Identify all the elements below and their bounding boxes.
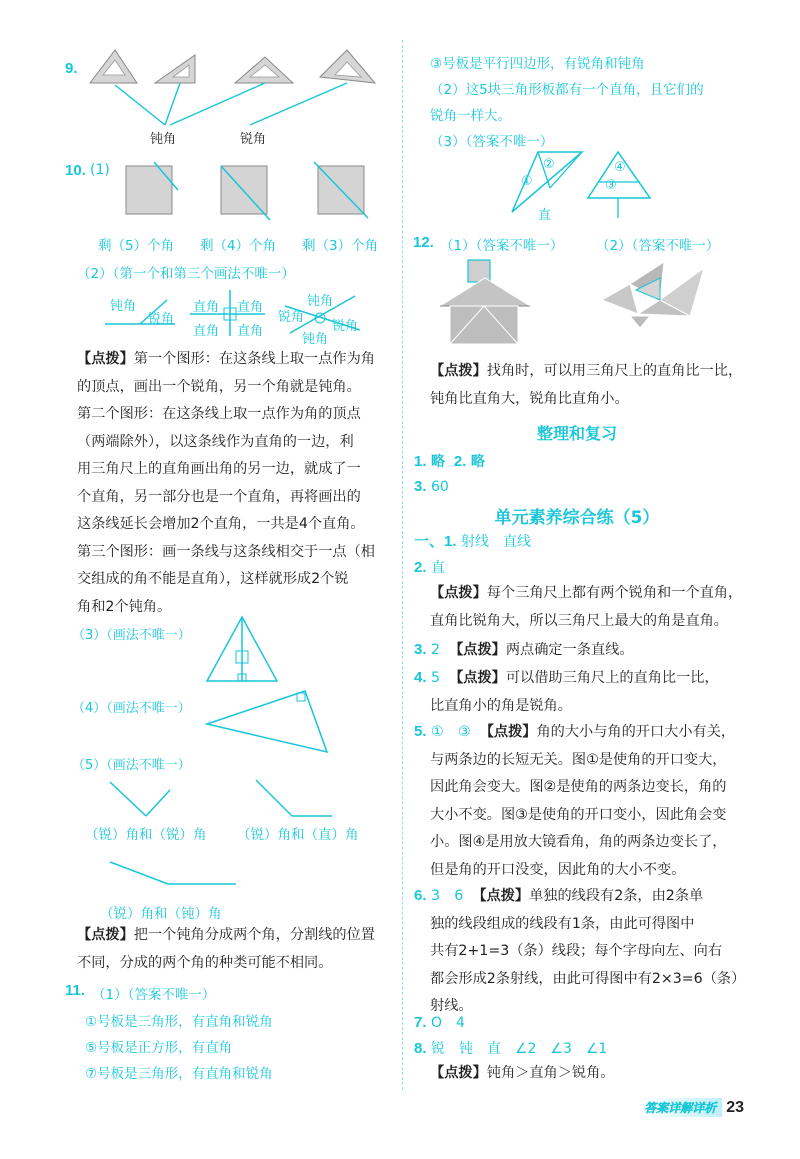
unit-q6-tip-line: 都会形成2条射线，由此可得图中有2×3=6（条） [430, 970, 746, 987]
q12-tip-line: 钝角比直角大，锐角比直角小。 [430, 390, 629, 407]
unit-s1 [414, 530, 531, 551]
review-title: 整理和复习 [536, 424, 617, 443]
q12-number: 12. [413, 234, 434, 251]
review-answer-3: 60 [430, 479, 449, 495]
unit-q5-tip-line: 但是角的开口没变，因此角的大小不变。 [430, 861, 686, 878]
q11-right-angle-label: 直 [538, 208, 552, 223]
angle-label-acute-2: 锐角 [278, 310, 305, 325]
unit-q3-answer: 2 [431, 642, 441, 658]
unit-q5-tip-line: 与两条边的长短无关。图①是使角的开口变大， [430, 751, 727, 768]
unit-q5-tip-line: 角的大小与角的开口大小有关， [536, 724, 736, 740]
q11-part1-label: （1）（答案不唯一） [92, 987, 216, 1003]
unit-q6-tip-label: 【点拨】 [472, 888, 530, 904]
q9-label-acute: 锐角 [240, 132, 267, 147]
unit-q6-tip-line: 共有2+1=3（条）线段；每个字母向左、向右 [430, 943, 723, 959]
q10-squares-figure [118, 160, 388, 220]
q10-tip-line: 用三角尺上的直角画出角的另一边，就成了一 [77, 461, 361, 477]
q11-item-7: ⑦号板是三角形，有直角和锐角 [85, 1066, 273, 1082]
q10-tip-line: 交组成的角不能是直角），这样就形成2个锐 [77, 571, 349, 587]
q10-part3-triangle [205, 615, 280, 685]
q10-part2-label: （2）（第一个和第三个画法不唯一） [77, 266, 295, 282]
q10-remain-2: 剩（4）个角 [200, 238, 277, 254]
unit-q2-answer: 直 [430, 560, 445, 576]
unit-q6-answer: 3 6 [431, 888, 464, 904]
unit-q2 [414, 557, 445, 577]
review-answer-2: 略 [470, 454, 485, 470]
unit-q6 [414, 882, 744, 1021]
unit-q3-number: 3. [414, 641, 427, 658]
q10-remain-1: 剩（5）个角 [98, 238, 175, 254]
q10-tip-line: 这条线延长会增加2个直角，一共是4个直角。 [77, 516, 365, 532]
q10-part5-angle-c [108, 860, 238, 890]
unit-q5-answer: ① ③ [431, 724, 471, 740]
q11-item-3: ③号板是平行四边形，有锐角和钝角 [430, 56, 645, 72]
unit-q6-tip-line: 独的线段组成的线段有1条，由此可得图中 [430, 915, 695, 932]
angle-label-right-4: 直角 [237, 324, 264, 339]
q10-tip2-line: 不同，分成的两个角的种类可能不相同。 [77, 954, 333, 971]
review-line-2 [414, 478, 449, 495]
angle-label-right-2: 直角 [237, 300, 264, 315]
page-number: 23 [726, 1098, 744, 1116]
q10-tip2-label: 【点拨】 [77, 927, 134, 943]
q11-part2-line1: （2）这5块三角形板都有一个直角，且它们的 [430, 82, 704, 98]
q10-tip-line: 第二个图形：在这条线上取一点作为角的顶点 [77, 406, 361, 422]
q10-tip-line: 的顶点，画出一个锐角，另一个角就是钝角。 [77, 378, 361, 395]
unit-q8-tip [430, 1062, 614, 1082]
q11-circled-4: ④ [614, 160, 626, 175]
unit-q7-number: 7. [414, 1014, 427, 1031]
q9-label-obtuse: 钝角 [150, 132, 177, 147]
q11-number: 11. [65, 982, 86, 999]
unit-q5-tip-label: 【点拨】 [479, 724, 537, 740]
angle-label-obtuse-2: 钝角 [307, 294, 334, 309]
unit-q7 [414, 1012, 465, 1032]
q10-tip2-line: 把一个钝角分成两个角，分割线的位置 [133, 927, 375, 943]
q10-tip-label: 【点拨】 [77, 351, 134, 367]
q10-tip-paragraph [77, 346, 397, 621]
review-answer-1: 略 [430, 454, 445, 470]
q11-part2-line2: 锐角一样大。 [430, 108, 511, 124]
q11-circled-1: ① [521, 174, 533, 189]
unit-q4-tip-line: 比直角小的角是锐角。 [430, 697, 572, 714]
unit-q7-answer: O 4 [430, 1015, 465, 1031]
q10-part3-label: （3）（画法不唯一） [72, 628, 191, 643]
q10-part4-triangle [205, 688, 330, 758]
unit-title: 单元素养综合练（5） [494, 508, 660, 528]
q10-caption-a: （锐）角和（锐）角 [85, 827, 207, 843]
unit-q6-number: 6. [414, 887, 427, 904]
angle-label-obtuse-3: 钝角 [302, 332, 329, 347]
q9-number: 9. [65, 60, 78, 77]
q12-part2-label: （2）（答案不唯一） [596, 238, 720, 254]
q10-tip-line: 第一个图形：在这条线上取一点作为角 [133, 351, 375, 367]
unit-q2-number: 2. [414, 559, 427, 576]
unit-q3-tip: 两点确定一条直线。 [505, 642, 634, 658]
q10-caption-b: （锐）角和（直）角 [237, 827, 359, 843]
angle-label-acute-1: 锐角 [148, 312, 175, 327]
angle-label-acute-3: 锐角 [332, 319, 359, 334]
unit-q4-tip-label: 【点拨】 [449, 670, 506, 686]
q11-circled-2: ② [543, 157, 555, 172]
q10-part5-angle-b [254, 778, 334, 820]
unit-q3-tip-label: 【点拨】 [449, 642, 506, 658]
q10-caption-c: （锐）角和（钝）角 [100, 906, 222, 922]
q10-remain-3: 剩（3）个角 [302, 238, 379, 254]
unit-q8-tip: 钝角＞直角＞锐角。 [486, 1065, 615, 1081]
unit-q8-number: 8. [414, 1040, 427, 1057]
review-num-3: 3. [414, 478, 427, 495]
q12-tip-line: 找角时，可以用三角尺上的直角比一比， [486, 363, 743, 379]
q10-part5-angle-a [108, 780, 173, 820]
unit-q2-tip [430, 580, 750, 635]
column-divider [402, 40, 403, 1090]
unit-q4 [414, 664, 744, 720]
unit-q3 [414, 636, 744, 665]
unit-s1-answer: 射线 直线 [460, 534, 531, 550]
q12-tip-paragraph [430, 358, 750, 413]
angle-label-right-1: 直角 [193, 300, 220, 315]
q9-triangle-rulers-figure [85, 45, 385, 155]
unit-q2-tip-line: 每个三角尺上都有两个锐角和一个直角， [486, 585, 743, 601]
unit-q8-tip-label: 【点拨】 [430, 1065, 487, 1081]
q10-number: 10. [65, 162, 86, 179]
q11-circled-3: ③ [605, 178, 617, 193]
q10-tip-line: 第三个图形：画一条线与这条线相交于一点（相 [77, 543, 375, 560]
q10-tip-line: （两端除外），以这条线作为直角的一边，利 [77, 433, 354, 450]
q12-bird-tangram [600, 260, 710, 330]
q10-tip2-paragraph [77, 922, 397, 977]
q11-item-5: ⑤号板是正方形，有直角 [85, 1040, 233, 1056]
q10-tip-line: 角和2个钝角。 [77, 598, 172, 615]
unit-s1-prefix: 一、1. [414, 533, 457, 550]
q11-item-1: ①号板是三角形，有直角和锐角 [85, 1014, 273, 1030]
unit-q5 [414, 718, 744, 884]
page-footer [638, 1098, 744, 1117]
unit-q5-tip-line: 大小不变。图③是使角的开口变小，因此角会变 [430, 806, 727, 823]
review-num-2: 2. [453, 453, 467, 470]
q11-part3-label: （3）（答案不唯一） [430, 134, 554, 150]
angle-label-obtuse-1: 钝角 [110, 299, 137, 314]
unit-q4-answer: 5 [431, 670, 441, 686]
q12-part1-label: （1）（答案不唯一） [440, 238, 564, 254]
unit-q2-tip-label: 【点拨】 [430, 585, 487, 601]
q12-tip-label: 【点拨】 [430, 363, 487, 379]
unit-q5-tip-line: 小。图④是用放大镜看角，角的两条边变长了， [430, 834, 727, 850]
q10-part5-label: （5）（画法不唯一） [72, 758, 191, 773]
review-line-1 [414, 451, 485, 471]
q10-part1-label: (1) [90, 162, 110, 178]
q10-part4-label: （4）（画法不唯一） [72, 701, 191, 716]
unit-q2-tip-line: 直角比锐角大，所以三角尺上最大的角是直角。 [430, 612, 728, 629]
unit-q8 [414, 1038, 607, 1058]
unit-q5-tip-line: 因此角会变大。图②是使角的两条边变长，角的 [430, 779, 727, 795]
angle-label-right-3: 直角 [193, 324, 220, 339]
footer-label: 答案详解详析 [638, 1098, 722, 1117]
unit-q6-tip-line: 单独的线段有2条，由2条单 [529, 888, 704, 904]
unit-q6-tip-line: 射线。 [430, 998, 473, 1014]
unit-q5-number: 5. [414, 723, 427, 740]
q10-tip-line: 个直角，另一部分也是一个直角，再将画出的 [77, 488, 361, 505]
unit-q4-number: 4. [414, 669, 427, 686]
q12-house-tangram [438, 258, 533, 348]
review-num-1: 1. [414, 453, 427, 470]
unit-q4-tip-line: 可以借助三角尺上的直角比一比， [505, 670, 719, 686]
unit-q8-answer: 锐 钝 直 ∠2 ∠3 ∠1 [430, 1041, 608, 1057]
